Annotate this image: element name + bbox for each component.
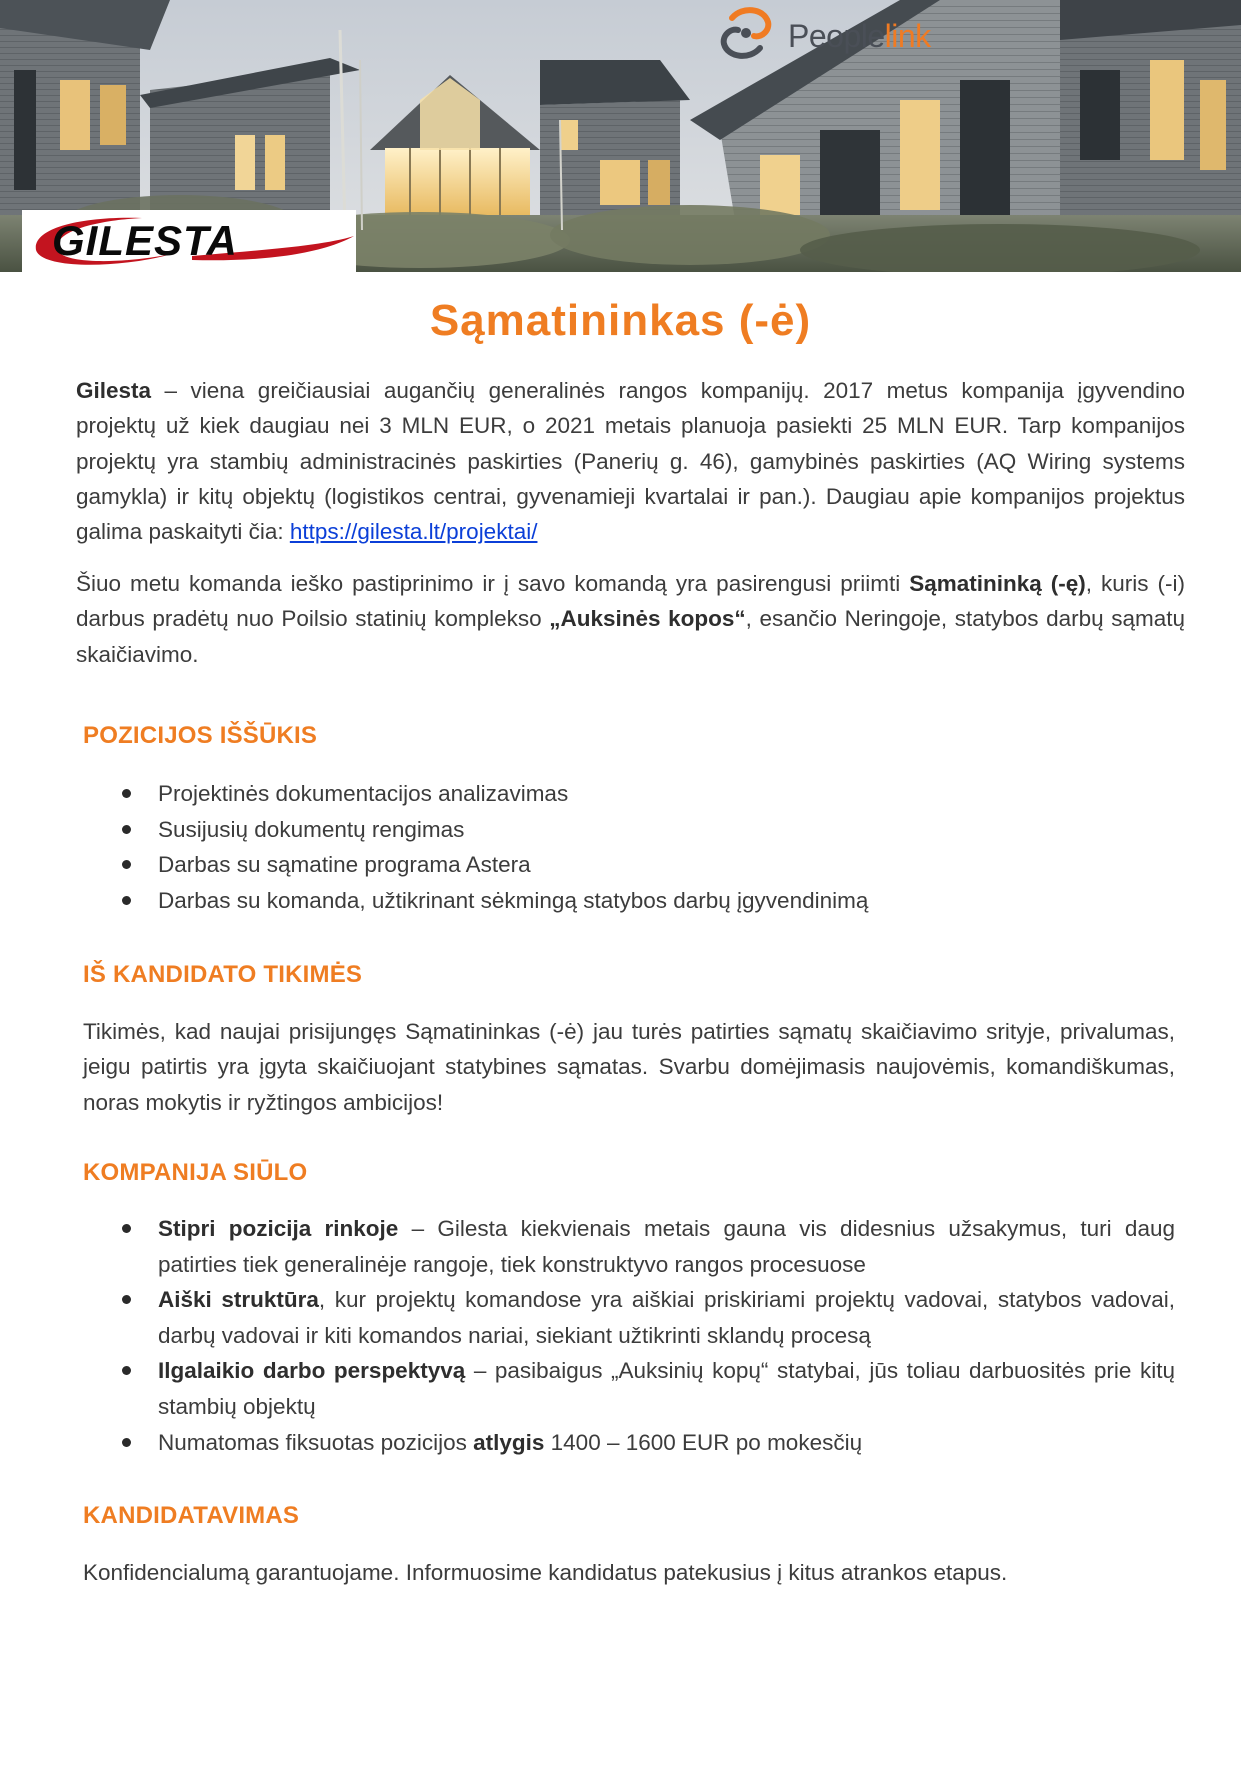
gilesta-wordmark: GILESTA [52, 217, 238, 264]
offer-item-text: – Gilesta kiekvienais metais gauna vis didesnius užsakymus, turi daug patirties tiek generalinėje rangoje, tiek konstruktyvo rangos procesuose [158, 1216, 1175, 1277]
challenge-list [83, 776, 1175, 918]
bullet-icon [122, 1295, 131, 1304]
intro-text: – viena greičiausiai augančių generalinės rangos kompanijų. 2017 metus kompanija įgyvendino projektų už kiek daugiau nei 3 MLN EUR, o 2021 metais planuoja pasiekti 25 MLN EUR. Tarp kompanijos projektų yra stambių administracinės paskirties (Panerių g. 46), gamybinės paskirties (AQ Wiring systems gamykla) ir kitų objektų (logistikos centrai, gyvenamieji kvartalai ir pan.). Daugiau apie kompanijos projektus galima paskaityti čia: [76, 378, 1185, 545]
company-name: Gilesta [76, 378, 152, 403]
offer-item-text: 1400 – 1600 EUR po mokesčių [544, 1429, 863, 1455]
project-name-bold: „Auksinės kopos“ [549, 606, 746, 632]
list-item [83, 1353, 1175, 1424]
peoplelink-swirl-icon [712, 4, 782, 62]
bullet-icon [122, 1366, 131, 1375]
apply-paragraph: Konfidencialumą garantuojame. Informuosime kandidatus patekusius į kitus atrankos etapus. [83, 1560, 1008, 1585]
apply-heading: KANDIDATAVIMAS [83, 1502, 300, 1529]
offer-item-bold: atlygis [473, 1429, 545, 1455]
bullet-icon [122, 896, 131, 905]
offer-item-bold: Aiški struktūra [158, 1287, 319, 1313]
bullet-icon [122, 1438, 131, 1447]
position-text-2: , kuris (-i) darbus pradėtų nuo Poilsio statinių komplekso [76, 571, 1185, 632]
peoplelink-logo [712, 4, 932, 62]
list-item-text: Darbas su sąmatine programa Astera [158, 852, 531, 878]
list-item [83, 883, 1175, 919]
page-title: Sąmatininkas (-ė) [429, 296, 812, 345]
offer-item-text: – pasibaigus „Auksinių kopų“ statybai, jūs toliau darbuositės prie kitų stambių objektų [158, 1358, 1175, 1419]
list-item [83, 1211, 1175, 1282]
bullet-icon [122, 789, 131, 798]
offer-list [83, 1211, 1175, 1460]
gilesta-logo [22, 210, 356, 272]
expect-paragraph: Tikimės, kad naujai prisijungęs Sąmatininkas (-ė) jau turės patirties sąmatų skaičiavimo srityje, privalumas, jeigu patirtis yra įgyta skaičiuojant statybines sąmatas. Svarbu domėjimasis naujovėmis, komandiškumas, noras mokytis ir ryžtingos ambicijos! [83, 1019, 1175, 1115]
offer-item-bold: Stipri pozicija rinkoje [158, 1216, 399, 1241]
bullet-icon [122, 860, 131, 869]
position-text-3: , esančio Neringoje, statybos darbų sąmatų skaičiavimo. [76, 606, 1185, 667]
offer-heading: KOMPANIJA SIŪLO [83, 1159, 308, 1186]
expect-heading: IŠ KANDIDATO TIKIMĖS [83, 961, 363, 988]
list-item [83, 776, 1175, 812]
peoplelink-wordmark: Peoplelink [788, 18, 931, 54]
header-banner [0, 0, 1241, 272]
projects-link[interactable]: https://gilesta.lt/projektai/ [289, 519, 538, 545]
list-item-text: Projektinės dokumentacijos analizavimas [158, 781, 569, 806]
list-item-text: Darbas su komanda, užtikrinant sėkmingą statybos darbų įgyvendinimą [158, 887, 869, 913]
position-text-1: Šiuo metu komanda ieško pastiprinimo ir į savo komandą yra pasirengusi priimti [76, 571, 910, 596]
list-item [83, 847, 1175, 883]
offer-item-pre: Numatomas fiksuotas pozicijos [158, 1429, 474, 1455]
list-item-text: Susijusių dokumentų rengimas [158, 816, 465, 842]
offer-item-bold: Ilgalaikio darbo perspektyvą [158, 1358, 466, 1384]
position-title-bold: Sąmatininką (-ę) [909, 571, 1086, 596]
bullet-icon [122, 825, 131, 834]
position-paragraph [76, 566, 1185, 672]
list-item [83, 1282, 1175, 1353]
offer-item-text: , kur projektų komandose yra aiškiai priskiriami projektų vadovai, statybos vadovai, darbų vadovai ir kiti komandos nariai, siekiant užtikrinti sklandų procesą [158, 1287, 1175, 1348]
intro-paragraph [76, 373, 1185, 549]
challenge-heading: POZICIJOS IŠŠŪKIS [83, 722, 318, 749]
list-item [83, 812, 1175, 848]
list-item [83, 1425, 1175, 1461]
bullet-icon [122, 1224, 131, 1233]
